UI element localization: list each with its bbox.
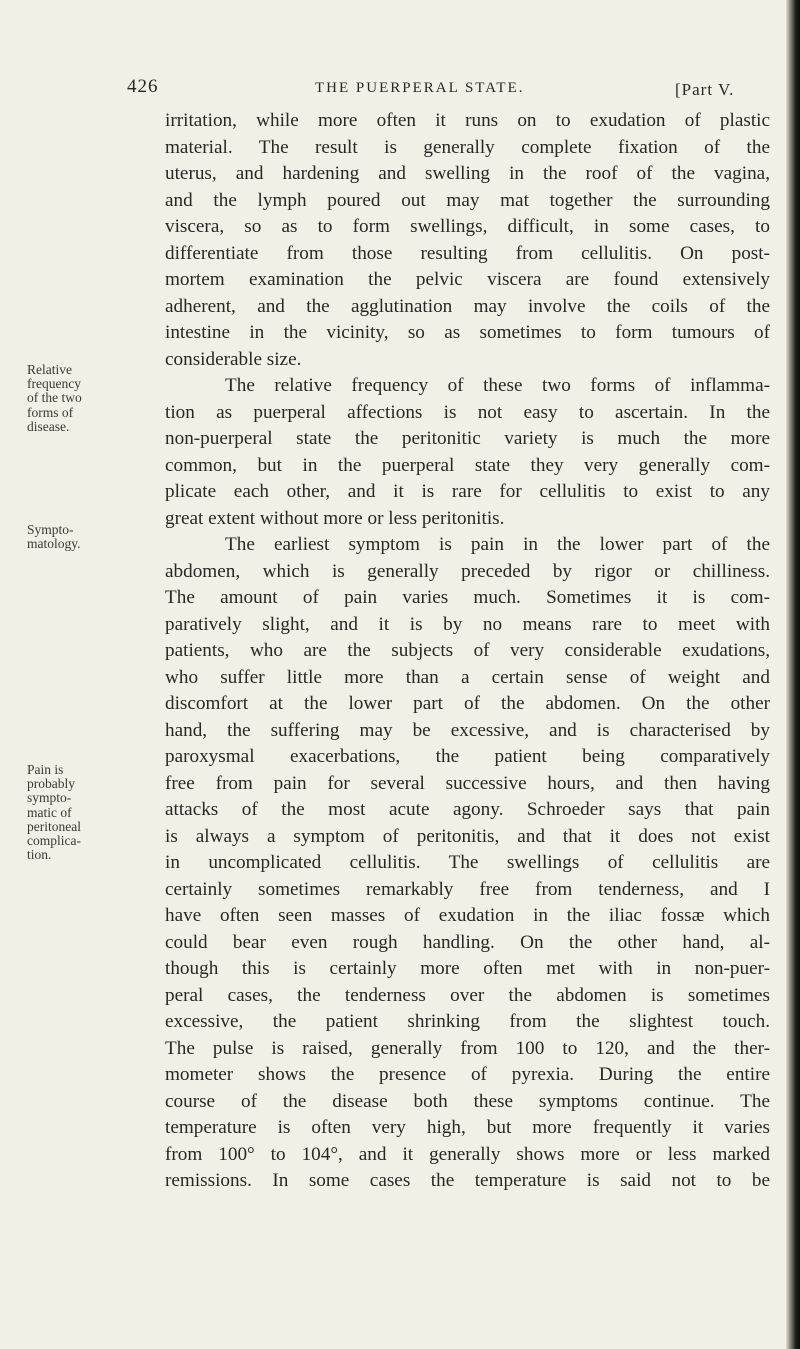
page-edge-shadow <box>786 0 800 1349</box>
text-line: tion as puerperal affections is not easy to ascertain. In the <box>165 401 770 423</box>
text-line: plicate each other, and it is rare for cellulitis to exist to any <box>165 481 770 502</box>
margin-note-symptomatology <box>27 523 127 551</box>
margin-note-line: Relative <box>27 362 72 377</box>
text-line: paroxysmal exacerbations, the patient being comparatively <box>165 746 770 767</box>
text-line: The amount of pain varies much. Sometimes it is com- <box>165 587 770 608</box>
text-line: free from pain for several successive hours, and then having <box>165 772 770 794</box>
running-title: THE PUERPERAL STATE. <box>315 80 525 96</box>
margin-note-line: Sympto- <box>27 522 74 537</box>
margin-note-line: peritoneal <box>27 818 81 834</box>
margin-note-line: matology. <box>27 536 81 552</box>
text-line: have often seen masses of exudation in the iliac fossæ which <box>165 905 770 926</box>
text-line: adherent, and the agglutination may involve the coils of the <box>165 295 770 317</box>
margin-note-line: of the two <box>27 390 82 406</box>
text-line: great extent without more or less peritonitis. <box>165 507 505 529</box>
text-line: viscera, so as to form swellings, difficult, in some cases, to <box>165 216 770 237</box>
text-line: common, but in the puerperal state they very generally com- <box>165 454 770 476</box>
text-line: abdomen, which is generally preceded by rigor or chilliness. <box>165 560 770 582</box>
text-line: is always a symptom of peritonitis, and that it does not exist <box>165 825 770 847</box>
margin-note-line: frequency <box>27 376 81 392</box>
text-line: certainly sometimes remarkably free from tenderness, and I <box>165 878 770 900</box>
page-header <box>125 74 765 104</box>
text-line: intestine in the vicinity, so as sometimes to form tumours of <box>165 322 770 343</box>
text-line: mometer shows the presence of pyrexia. During the entire <box>165 1064 770 1085</box>
margin-note-line: probably <box>27 776 75 792</box>
text-line: peral cases, the tenderness over the abdomen is sometimes <box>165 984 770 1006</box>
text-line: considerable size. <box>165 348 302 370</box>
text-line: The earliest symptom is pain in the lower part of the <box>225 534 770 555</box>
text-line: uterus, and hardening and swelling in the roof of the vagina, <box>165 163 770 184</box>
text-line: material. The result is generally complete fixation of the <box>165 136 770 158</box>
text-line: excessive, the patient shrinking from the slightest touch. <box>165 1011 770 1032</box>
text-line: patients, who are the subjects of very considerable exudations, <box>165 640 770 661</box>
text-line: non-puerperal state the peritonitic variety is much the more <box>165 428 770 449</box>
text-line: could bear even rough handling. On the other hand, al- <box>165 931 770 953</box>
text-line: and the lymph poured out may mat together the surrounding <box>165 189 770 211</box>
text-line: though this is certainly more often met with in non-puer- <box>165 958 770 979</box>
text-line: paratively slight, and it is by no means rare to meet with <box>165 613 770 635</box>
text-line: in uncomplicated cellulitis. The swellings of cellulitis are <box>165 852 770 873</box>
margin-note-line: Pain is <box>27 762 64 777</box>
margin-note-line: complica- <box>27 833 81 849</box>
text-line: course of the disease both these symptoms continue. The <box>165 1090 770 1112</box>
body-text <box>165 108 770 1195</box>
text-line: hand, the suffering may be excessive, and is characterised by <box>165 719 770 741</box>
text-line: irritation, while more often it runs on to exudation of plastic <box>165 110 770 131</box>
text-line: from 100° to 104°, and it generally shows more or less marked <box>165 1143 770 1165</box>
margin-note-relative-frequency <box>27 363 127 434</box>
margin-note-line: forms of <box>27 404 74 420</box>
margin-note-line: disease. <box>27 418 70 434</box>
text-line: The pulse is raised, generally from 100 to 120, and the ther- <box>165 1037 770 1059</box>
text-line: discomfort at the lower part of the abdomen. On the other <box>165 693 770 714</box>
margin-note-pain <box>27 763 127 862</box>
text-line: The relative frequency of these two forms of inflamma- <box>225 375 770 396</box>
text-line: differentiate from those resulting from cellulitis. On post- <box>165 242 770 264</box>
page-number: 426 <box>127 76 159 97</box>
text-line: temperature is often very high, but more frequently it varies <box>165 1117 770 1138</box>
part-label: [Part V. <box>675 80 735 99</box>
margin-note-line: sympto- <box>27 790 72 806</box>
text-line: attacks of the most acute agony. Schroeder says that pain <box>165 799 770 820</box>
text-line: mortem examination the pelvic viscera are found extensively <box>165 269 770 290</box>
text-line: who suffer little more than a certain sense of weight and <box>165 666 770 688</box>
text-line: remissions. In some cases the temperature is said not to be <box>165 1170 770 1191</box>
margin-note-line: tion. <box>27 847 52 863</box>
margin-note-line: matic of <box>27 804 72 820</box>
